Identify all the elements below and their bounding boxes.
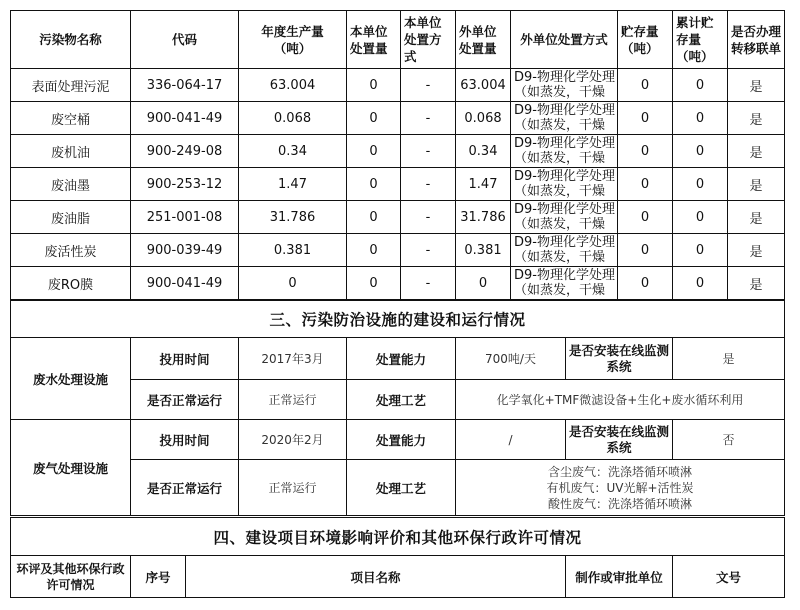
seq-header: 序号 [131, 556, 186, 598]
wastewater-online-monitoring: 是 [673, 338, 785, 380]
eia-permits-table [10, 517, 785, 598]
cell-self-qty: 0 [347, 102, 401, 135]
cell-code: 251-001-08 [131, 201, 239, 234]
cell-manifest: 是 [728, 168, 785, 201]
cell-self-method: - [401, 201, 456, 234]
table-row [11, 234, 785, 267]
cell-name: 废油墨 [11, 168, 131, 201]
cell-ext-method [511, 102, 618, 135]
cell-name: 废活性炭 [11, 234, 131, 267]
project-name-header: 项目名称 [186, 556, 566, 598]
cell-name: 废机油 [11, 135, 131, 168]
cell-ext-qty: 0.381 [456, 234, 511, 267]
approver-header: 制作或审批单位 [566, 556, 673, 598]
cell-ext-method [511, 168, 618, 201]
cell-cumulative: 0 [673, 267, 728, 300]
table-header-row [11, 11, 785, 69]
cell-self-qty: 0 [347, 168, 401, 201]
header-external-disposal-qty: 外单位处置量 [456, 11, 511, 69]
cell-ext-qty: 0.068 [456, 102, 511, 135]
cell-code: 336-064-17 [131, 69, 239, 102]
cell-storage: 0 [618, 234, 673, 267]
cell-ext-method [511, 69, 618, 102]
cell-storage: 0 [618, 267, 673, 300]
header-annual-output: 年度生产量（吨） [239, 11, 347, 69]
cell-ext-qty: 0.34 [456, 135, 511, 168]
cell-self-method: - [401, 135, 456, 168]
cell-ext-method [511, 135, 618, 168]
header-code: 代码 [131, 11, 239, 69]
cell-self-method: - [401, 102, 456, 135]
cell-cumulative: 0 [673, 135, 728, 168]
cell-code: 900-041-49 [131, 267, 239, 300]
capacity-label: 处置能力 [347, 420, 456, 460]
cell-annual-output: 0.381 [239, 234, 347, 267]
cell-storage: 0 [618, 69, 673, 102]
cell-code: 900-249-08 [131, 135, 239, 168]
header-transfer-manifest: 是否办理转移联单 [728, 11, 785, 69]
wastewater-process: 化学氧化+TMF微滤设备+生化+废水循环利用 [456, 380, 785, 420]
header-cumulative-storage: 累计贮存量（吨） [673, 11, 728, 69]
table-row [11, 267, 785, 300]
cell-ext-qty: 63.004 [456, 69, 511, 102]
cell-name: 废油脂 [11, 201, 131, 234]
doc-no-header: 文号 [673, 556, 785, 598]
cell-ext-qty: 1.47 [456, 168, 511, 201]
process-line-acid: 酸性废气：洗涤塔循环喷淋 [548, 496, 693, 511]
cell-name: 废空桶 [11, 102, 131, 135]
process-label: 处理工艺 [347, 380, 456, 420]
process-line-dust: 含尘废气：洗涤塔循环喷淋 [548, 464, 693, 479]
header-storage-qty: 贮存量（吨） [618, 11, 673, 69]
waste-gas-normal-operation: 正常运行 [239, 460, 347, 516]
cell-manifest: 是 [728, 102, 785, 135]
cell-cumulative: 0 [673, 69, 728, 102]
cell-storage: 0 [618, 102, 673, 135]
table-row [11, 69, 785, 102]
cell-self-qty: 0 [347, 69, 401, 102]
waste-gas-online-monitoring: 否 [673, 420, 785, 460]
header-self-disposal-method: 本单位处置方式 [401, 11, 456, 69]
table-row [11, 201, 785, 234]
wastewater-capacity: 700吨/天 [456, 338, 566, 380]
wastewater-commission-time: 2017年3月 [239, 338, 347, 380]
cell-manifest: 是 [728, 234, 785, 267]
header-self-disposal-qty: 本单位处置量 [347, 11, 401, 69]
cell-self-qty: 0 [347, 234, 401, 267]
cell-cumulative: 0 [673, 168, 728, 201]
normal-operation-label: 是否正常运行 [131, 460, 239, 516]
ext-method-text: D9-物理化学处理（如蒸发，干燥 [514, 268, 615, 298]
wastewater-normal-operation: 正常运行 [239, 380, 347, 420]
cell-manifest: 是 [728, 69, 785, 102]
cell-self-method: - [401, 168, 456, 201]
ext-method-text: D9-物理化学处理（如蒸发，干燥 [514, 103, 615, 133]
commission-time-label: 投用时间 [131, 420, 239, 460]
cell-ext-qty: 31.786 [456, 201, 511, 234]
cell-annual-output: 0 [239, 267, 347, 300]
eia-category-header: 环评及其他环保行政许可情况 [11, 556, 131, 598]
ext-method-text: D9-物理化学处理（如蒸发，干燥 [514, 70, 615, 100]
cell-self-qty: 0 [347, 135, 401, 168]
cell-annual-output: 31.786 [239, 201, 347, 234]
online-monitoring-label: 是否安装在线监测系统 [566, 338, 673, 380]
cell-ext-method [511, 267, 618, 300]
cell-code: 900-253-12 [131, 168, 239, 201]
table-row [11, 168, 785, 201]
cell-cumulative: 0 [673, 201, 728, 234]
section4-title: 四、建设项目环境影响评价和其他环保行政许可情况 [11, 518, 785, 556]
cell-self-qty: 0 [347, 201, 401, 234]
waste-gas-capacity: / [456, 420, 566, 460]
cell-storage: 0 [618, 168, 673, 201]
section3-title: 三、污染防治设施的建设和运行情况 [11, 301, 785, 338]
pollution-facilities-table [10, 300, 785, 516]
waste-gas-process [456, 460, 785, 516]
cell-self-method: - [401, 267, 456, 300]
header-name: 污染物名称 [11, 11, 131, 69]
waste-gas-facility-label: 废气处理设施 [11, 420, 131, 516]
cell-self-method: - [401, 234, 456, 267]
process-line-organic: 有机废气：UV光解+活性炭 [546, 480, 694, 495]
cell-annual-output: 0.34 [239, 135, 347, 168]
cell-self-qty: 0 [347, 267, 401, 300]
cell-storage: 0 [618, 201, 673, 234]
cell-name: 废RO膜 [11, 267, 131, 300]
table-row [11, 102, 785, 135]
wastewater-facility-label: 废水处理设施 [11, 338, 131, 420]
online-monitoring-label: 是否安装在线监测系统 [566, 420, 673, 460]
cell-cumulative: 0 [673, 102, 728, 135]
waste-gas-commission-time: 2020年2月 [239, 420, 347, 460]
cell-annual-output: 0.068 [239, 102, 347, 135]
cell-cumulative: 0 [673, 234, 728, 267]
capacity-label: 处置能力 [347, 338, 456, 380]
hazardous-waste-table [10, 10, 785, 300]
cell-storage: 0 [618, 135, 673, 168]
cell-name: 表面处理污泥 [11, 69, 131, 102]
cell-manifest: 是 [728, 201, 785, 234]
ext-method-text: D9-物理化学处理（如蒸发，干燥 [514, 235, 615, 265]
commission-time-label: 投用时间 [131, 338, 239, 380]
process-label: 处理工艺 [347, 460, 456, 516]
cell-annual-output: 63.004 [239, 69, 347, 102]
ext-method-text: D9-物理化学处理（如蒸发，干燥 [514, 202, 615, 232]
cell-code: 900-041-49 [131, 102, 239, 135]
cell-ext-method [511, 201, 618, 234]
ext-method-text: D9-物理化学处理（如蒸发，干燥 [514, 169, 615, 199]
cell-ext-method [511, 234, 618, 267]
cell-annual-output: 1.47 [239, 168, 347, 201]
cell-self-method: - [401, 69, 456, 102]
table-row [11, 135, 785, 168]
cell-ext-qty: 0 [456, 267, 511, 300]
ext-method-text: D9-物理化学处理（如蒸发，干燥 [514, 136, 615, 166]
cell-code: 900-039-49 [131, 234, 239, 267]
cell-manifest: 是 [728, 135, 785, 168]
cell-manifest: 是 [728, 267, 785, 300]
normal-operation-label: 是否正常运行 [131, 380, 239, 420]
header-external-disposal-method: 外单位处置方式 [511, 11, 618, 69]
